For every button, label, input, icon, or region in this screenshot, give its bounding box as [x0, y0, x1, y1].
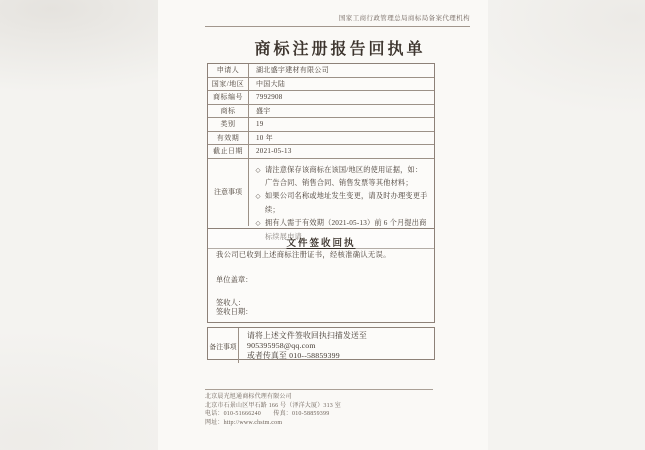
- row-value: 7992908: [256, 93, 283, 102]
- table-row: [208, 64, 434, 77]
- signer-label: 签收人：: [216, 298, 246, 307]
- table-row: [208, 104, 434, 118]
- row-value: 19: [256, 120, 264, 129]
- row-label: 申请人: [208, 64, 249, 77]
- remarks-label: 备注事项: [208, 328, 239, 363]
- agency-header-line: 国家工商行政管理总局商标局备案代理机构: [205, 13, 470, 27]
- row-label: 截止日期: [208, 145, 249, 158]
- agency-footer: [205, 389, 433, 427]
- receipt-box-title: 文件签收回执: [286, 239, 356, 249]
- row-label: 有效期: [208, 132, 249, 145]
- diamond-bullet-icon: ◇: [255, 193, 261, 201]
- table-row: [208, 77, 434, 91]
- row-value: 中国大陆: [256, 79, 286, 88]
- row-value: 10 年: [256, 133, 273, 142]
- trademark-info-table: [207, 63, 435, 249]
- diamond-bullet-icon: ◇: [255, 220, 261, 228]
- note-text: 拥有人需于有效期（2021-05-13）前 6 个月提出商标续展申请。: [265, 219, 427, 241]
- diamond-bullet-icon: ◇: [255, 166, 261, 174]
- table-row: [208, 90, 434, 104]
- note-text: 如果公司名称或地址发生变更，请及时办理变更手续；: [265, 192, 428, 214]
- row-value: 湖北盛宇建材有限公司: [256, 66, 329, 75]
- row-value: 2021-05-13: [256, 147, 292, 156]
- note-item: [254, 164, 428, 191]
- row-value: 盛宇: [256, 106, 271, 115]
- receipt-signoff-box: [207, 228, 435, 323]
- footer-address: 北京市石景山区甲石路 166 号（泽洋大厦）313 室: [205, 402, 341, 409]
- footer-phone-fax: 电话：010-51666240 传真：010-58859399: [205, 411, 330, 418]
- note-text: 请注意保存该商标在该国/地区的使用证据，如：广告合同、销售合同、销售发票等其他材料；: [265, 165, 423, 187]
- note-item: [254, 190, 428, 217]
- sign-date-label: 签收日期：: [216, 307, 253, 316]
- table-row: [208, 144, 434, 158]
- notes-label: 注意事项: [208, 159, 249, 226]
- footer-website: 网址：http://www.chstm.com: [205, 419, 283, 426]
- company-stamp-label: 单位盖章：: [216, 275, 253, 284]
- row-label: 商标编号: [208, 91, 249, 104]
- footer-company-name: 北京晨光旭通商标代理有限公司: [205, 394, 292, 400]
- remarks-table: [207, 327, 435, 360]
- table-row: [208, 131, 434, 145]
- remarks-line-fax: 或者传真至 010--58859399: [247, 351, 340, 360]
- document-title: 商标注册报告回执单: [254, 41, 426, 58]
- remarks-content: [239, 328, 434, 363]
- row-label: 国家/地区: [208, 78, 249, 91]
- row-label: 类别: [208, 118, 249, 131]
- receipt-statement: 我公司已收到上述商标注册证书，经核准确认无误。: [216, 250, 391, 259]
- remarks-line-email: 请将上述文件签收回执扫描发送至 905395958@qq.com: [247, 331, 367, 350]
- table-row: [208, 117, 434, 131]
- row-label: 商标: [208, 105, 249, 118]
